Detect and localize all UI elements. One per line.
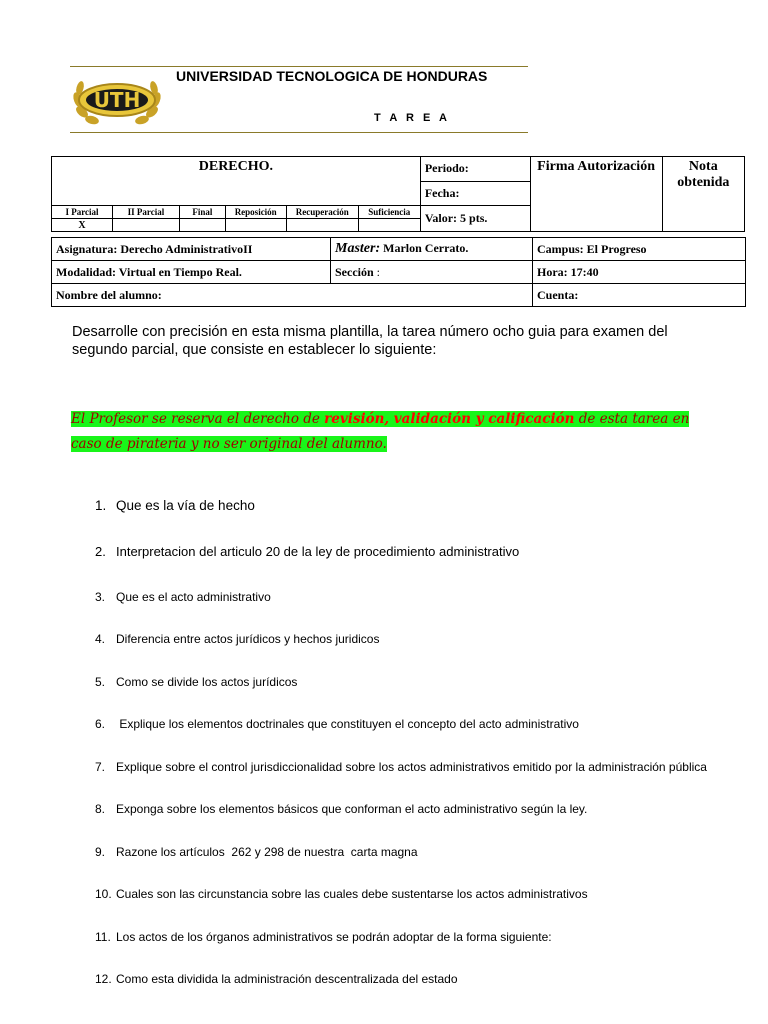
item-number: 1. xyxy=(95,498,107,513)
period-header: II Parcial xyxy=(112,206,179,219)
header-bottom-rule xyxy=(70,132,528,133)
list-item xyxy=(95,544,519,559)
item-number: 2. xyxy=(95,544,106,559)
warning-text-1: El Profesor se reserva el derecho de xyxy=(71,411,325,427)
item-text: Que es el acto administrativo xyxy=(116,590,271,604)
period-mark[interactable] xyxy=(112,219,179,232)
list-item xyxy=(95,845,418,859)
period-mark[interactable] xyxy=(358,219,420,232)
grading-table xyxy=(51,156,745,232)
item-text: Como esta dividida la administración descentralizada del estado xyxy=(116,972,458,986)
item-text: Explique sobre el control jurisdiccionalidad sobre los actos administrativos emitido por la administración pública xyxy=(116,760,707,774)
list-item xyxy=(95,930,552,944)
university-name: UNIVERSIDAD TECNOLOGICA DE HONDURAS xyxy=(176,68,488,84)
periodo-field[interactable]: Periodo: xyxy=(420,157,530,182)
period-header: Suficiencia xyxy=(358,206,420,219)
campus-cell: Campus: El Progreso xyxy=(533,238,746,261)
list-item xyxy=(95,802,587,816)
list-item xyxy=(95,675,297,689)
svg-text:UTH: UTH xyxy=(93,88,141,112)
modalidad-cell: Modalidad: Virtual en Tiempo Real. xyxy=(52,261,331,284)
valor-field: Valor: 5 pts. xyxy=(420,206,530,232)
seccion-label: Sección xyxy=(335,264,374,279)
asignatura-cell: Asignatura: Derecho AdministrativoII xyxy=(52,238,331,261)
period-mark[interactable] xyxy=(180,219,226,232)
item-number: 10. xyxy=(95,887,112,901)
list-item xyxy=(95,717,579,731)
item-text: Como se divide los actos jurídicos xyxy=(116,675,298,689)
hora-cell: Hora: 17:40 xyxy=(533,261,746,284)
item-number: 4. xyxy=(95,632,106,646)
item-text: Explique los elementos doctrinales que constituyen el concepto del acto administrativo xyxy=(116,717,579,731)
period-header: Final xyxy=(180,206,226,219)
list-item xyxy=(95,972,458,986)
item-number: 7. xyxy=(95,760,106,774)
period-header: Reposición xyxy=(225,206,286,219)
document-type: T A R E A xyxy=(374,112,450,124)
cuenta-field[interactable]: Cuenta: xyxy=(533,284,746,307)
item-number: 8. xyxy=(95,802,106,816)
uth-logo xyxy=(68,72,166,128)
list-item xyxy=(95,632,379,646)
item-text: Exponga sobre los elementos básicos que conforman el acto administrativo según la ley. xyxy=(116,802,588,816)
master-name: Marlon Cerrato. xyxy=(380,241,469,255)
period-mark[interactable] xyxy=(225,219,286,232)
list-item xyxy=(95,498,255,513)
nombre-alumno-field[interactable]: Nombre del alumno: xyxy=(52,284,533,307)
period-header: Recuperación xyxy=(286,206,358,219)
period-header: I Parcial xyxy=(52,206,113,219)
item-text: Que es la vía de hecho xyxy=(116,498,255,513)
item-number: 11. xyxy=(95,930,111,944)
header-top-rule xyxy=(70,66,528,67)
warning-text-2: de esta tarea en caso de pirateria y no ser original del alumno. xyxy=(71,411,690,452)
master-cell xyxy=(331,238,533,261)
period-mark[interactable] xyxy=(286,219,358,232)
warning-emphasis: revisión, validación y calificación xyxy=(324,411,575,427)
item-text: Diferencia entre actos jurídicos y hechos juridicos xyxy=(116,632,380,646)
seccion-cell[interactable] xyxy=(331,261,533,284)
period-mark[interactable]: X xyxy=(52,219,113,232)
item-number: 5. xyxy=(95,675,106,689)
master-label: Master: xyxy=(335,241,381,256)
item-text: Interpretacion del articulo 20 de la ley de procedimiento administrativo xyxy=(116,544,520,559)
item-text: Razone los artículos 262 y 298 de nuestra carta magna xyxy=(116,845,418,859)
item-number: 12. xyxy=(95,972,112,986)
subject-header: DERECHO. xyxy=(52,157,421,206)
plagiarism-warning xyxy=(71,407,721,457)
item-number: 6. xyxy=(95,717,106,731)
course-info-table xyxy=(51,237,746,307)
item-text: Los actos de los órganos administrativos se podrán adoptar de la forma siguiente: xyxy=(116,930,552,944)
nota-obtenida-field[interactable]: Nota obtenida xyxy=(662,157,744,232)
item-text: Cuales son las circunstancia sobre las cuales debe sustentarse los actos administrativos xyxy=(116,887,588,901)
list-item xyxy=(95,887,588,901)
item-number: 3. xyxy=(95,590,106,604)
list-item xyxy=(95,760,707,774)
seccion-value: : xyxy=(373,264,381,279)
instructions-paragraph: Desarrolle con precisión en esta misma plantilla, la tarea número ocho guia para examen del segundo parcial, que consiste en establecer lo siguiente: xyxy=(72,324,668,358)
fecha-field[interactable]: Fecha: xyxy=(420,181,530,206)
item-number: 9. xyxy=(95,845,106,859)
firma-autorizacion-field[interactable]: Firma Autorización xyxy=(530,157,662,232)
list-item xyxy=(95,590,271,604)
